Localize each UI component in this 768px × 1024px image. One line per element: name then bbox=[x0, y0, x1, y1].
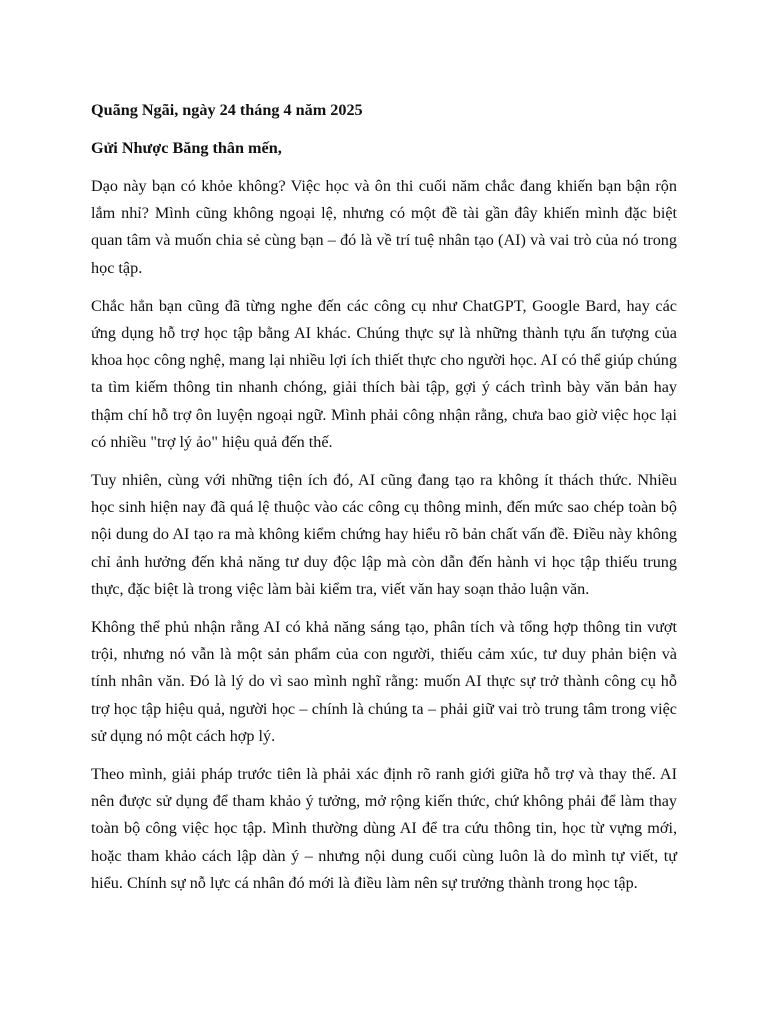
paragraph-1: Dạo này bạn có khỏe không? Việc học và ôn thi cuối năm chắc đang khiến bạn bận rộn lắm nhỉ? Mình cũng không ngoại lệ, nhưng có một đề tài gần đây khiến mình đặc biệt quan tâm và muốn chia sẻ cùng bạn – đó là về trí tuệ nhân tạo (AI) và vai trò của nó trong học tập. bbox=[91, 177, 677, 277]
paragraph-4: Không thể phủ nhận rằng AI có khả năng sáng tạo, phân tích và tổng hợp thông tin vượt trội, nhưng nó vẫn là một sản phẩm của con người, thiếu cảm xúc, tư duy phản biện và tính nhân văn. Đó là lý do vì sao mình nghĩ rằng: muốn AI thực sự trở thành công cụ hỗ trợ học tập hiệu quả, người học – chính là chúng ta – phải giữ vai trò trung tâm trong việc sử dụng nó một cách hợp lý. bbox=[91, 618, 677, 745]
greeting-line: Gửi Nhược Băng thân mến, bbox=[91, 139, 282, 157]
paragraph-3: Tuy nhiên, cùng với những tiện ích đó, AI cũng đang tạo ra không ít thách thức. Nhiều học sinh hiện nay đã quá lệ thuộc vào các công cụ thông minh, đến mức sao chép toàn bộ nội dung do AI tạo ra mà không kiểm chứng hay hiểu rõ bản chất vấn đề. Điều này không chỉ ảnh hưởng đến khả năng tư duy độc lập mà còn dẫn đến hành vi học tập thiếu trung thực, đặc biệt là trong việc làm bài kiểm tra, viết văn hay soạn thảo luận văn. bbox=[91, 471, 677, 598]
paragraph-2: Chắc hẳn bạn cũng đã từng nghe đến các công cụ như ChatGPT, Google Bard, hay các ứng dụng hỗ trợ học tập bằng AI khác. Chúng thực sự là những thành tựu ấn tượng của khoa học công nghệ, mang lại nhiều lợi ích thiết thực cho người học. AI có thể giúp chúng ta tìm kiếm thông tin nhanh chóng, giải thích bài tập, gợi ý cách trình bày văn bản hay thậm chí hỗ trợ ôn luyện ngoại ngữ. Mình phải công nhận rằng, chưa bao giờ việc học lại có nhiều "trợ lý ảo" hiệu quả đến thế. bbox=[91, 296, 677, 451]
paragraph-5: Theo mình, giải pháp trước tiên là phải xác định rõ ranh giới giữa hỗ trợ và thay thế. AI nên được sử dụng để tham khảo ý tưởng, mở rộng kiến thức, chứ không phải để làm thay toàn bộ công việc học tập. Mình thường dùng AI để tra cứu thông tin, học từ vựng mới, hoặc tham khảo cách lập dàn ý – nhưng nội dung cuối cùng luôn là do mình tự viết, tự hiểu. Chính sự nỗ lực cá nhân đó mới là điều làm nên sự trưởng thành trong học tập. bbox=[91, 765, 677, 892]
date-line: Quãng Ngãi, ngày 24 tháng 4 năm 2025 bbox=[91, 101, 363, 119]
